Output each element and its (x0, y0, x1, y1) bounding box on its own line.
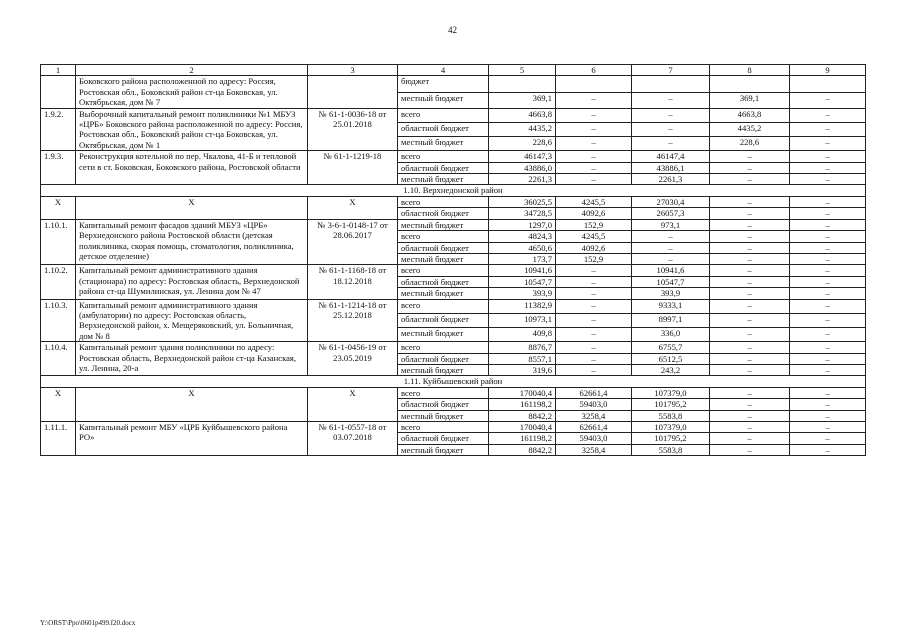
amount-col6: 152,9 (556, 219, 632, 230)
amount-col8: – (710, 387, 790, 398)
item-name: Капитальный ремонт здания поликлиники по адресу: Ростовская область, Верхнедонской район ст-ца Казанская, ул. Ленина, 20-а (76, 342, 308, 376)
amount-col9: – (790, 108, 866, 122)
column-number: 8 (710, 65, 790, 76)
funding-source: местный бюджет (398, 364, 489, 375)
funding-source: всего (398, 422, 489, 433)
item-name: Капитальный ремонт административного здания (стационара) по адресу: Ростовская область, Верхнедонской района ст-ца Шумилинская, ул. Ленина дом № 47 (76, 265, 308, 299)
amount-col9: – (790, 313, 866, 327)
amount-col7: 5583,8 (632, 410, 710, 421)
amount-col8: – (710, 174, 790, 185)
item-name: Боковского района расположенной по адресу: Россия, Ростовская обл., Боковский район ст-ца Боковская, ул. Октябрьская, дом № 7 (76, 76, 308, 108)
amount-col7: 973,1 (632, 219, 710, 230)
amount-col9: – (790, 196, 866, 207)
amount-col7: 46147,4 (632, 151, 710, 162)
amount-col8: – (710, 253, 790, 264)
table-body (41, 76, 866, 456)
amount-total: 46147,3 (489, 151, 556, 162)
funding-source: местный бюджет (398, 444, 489, 455)
amount-col8: 369,1 (710, 92, 790, 108)
item-number: 1.10.1. (41, 219, 76, 265)
funding-source: местный бюджет (398, 92, 489, 108)
section-header-row (41, 376, 866, 387)
amount-col7: 43886,1 (632, 162, 710, 173)
amount-col7: – (632, 108, 710, 122)
item-name: Реконструкция котельной по пер. Чкалова, 41-Б и тепловой сети в ст. Боковская, Боковского района, Ростовской области (76, 151, 308, 185)
amount-col8: – (710, 288, 790, 299)
column-number: 3 (308, 65, 398, 76)
amount-total: 11382,9 (489, 299, 556, 313)
amount-col7: 26057,3 (632, 208, 710, 219)
amount-col9: – (790, 364, 866, 375)
item-document: № 61-1-1219-18 (308, 151, 398, 185)
item-number: Х (41, 387, 76, 421)
amount-col6: – (556, 122, 632, 136)
column-number: 1 (41, 65, 76, 76)
amount-total: 409,8 (489, 327, 556, 341)
amount-col6: – (556, 162, 632, 173)
amount-col9: – (790, 174, 866, 185)
amount-col6: 4092,6 (556, 208, 632, 219)
amount-col8: – (710, 399, 790, 410)
amount-col6: 59403,0 (556, 433, 632, 444)
funding-source: местный бюджет (398, 253, 489, 264)
amount-col9: – (790, 219, 866, 230)
table-row (41, 342, 866, 353)
column-number: 9 (790, 65, 866, 76)
funding-source: всего (398, 299, 489, 313)
amount-col7: – (632, 231, 710, 242)
amount-col6: – (556, 276, 632, 287)
item-document: № 61-1-0557-18 от 03.07.2018 (308, 422, 398, 456)
amount-total: 228,6 (489, 137, 556, 151)
amount-col6: 3258,4 (556, 444, 632, 455)
amount-total: 170040,4 (489, 387, 556, 398)
amount-col7: 8997,1 (632, 313, 710, 327)
amount-total: 369,1 (489, 92, 556, 108)
section-title: 1.11. Куйбышевский район (41, 376, 866, 387)
funding-source: областной бюджет (398, 242, 489, 253)
amount-total: 1297,0 (489, 219, 556, 230)
table-row (41, 387, 866, 398)
amount-total: 43886,0 (489, 162, 556, 173)
amount-col8: – (710, 410, 790, 421)
item-document: Х (308, 196, 398, 219)
funding-source: всего (398, 196, 489, 207)
amount-total: 36025,5 (489, 196, 556, 207)
amount-col7: – (632, 92, 710, 108)
funding-source: местный бюджет (398, 410, 489, 421)
amount-col9: – (790, 444, 866, 455)
amount-col9 (790, 76, 866, 92)
amount-col7: 101795,2 (632, 399, 710, 410)
table-row (41, 422, 866, 433)
item-document (308, 76, 398, 108)
funding-source: областной бюджет (398, 433, 489, 444)
item-number: 1.10.3. (41, 299, 76, 342)
amount-total: 8876,7 (489, 342, 556, 353)
amount-col6: – (556, 265, 632, 276)
amount-col6: – (556, 151, 632, 162)
amount-col9: – (790, 231, 866, 242)
amount-col8 (710, 76, 790, 92)
amount-col7: – (632, 137, 710, 151)
amount-col8: – (710, 364, 790, 375)
item-number: 1.10.4. (41, 342, 76, 376)
funding-source: местный бюджет (398, 137, 489, 151)
amount-col8: 4663,8 (710, 108, 790, 122)
amount-col7: 10941,6 (632, 265, 710, 276)
table-row (41, 219, 866, 230)
amount-col6: – (556, 108, 632, 122)
amount-col8: – (710, 342, 790, 353)
amount-col7: 27030,4 (632, 196, 710, 207)
amount-col7: – (632, 242, 710, 253)
funding-source: местный бюджет (398, 174, 489, 185)
table-row (41, 108, 866, 122)
funding-source: областной бюджет (398, 208, 489, 219)
amount-col7: 5583,8 (632, 444, 710, 455)
amount-col9: – (790, 342, 866, 353)
amount-total: 10973,1 (489, 313, 556, 327)
amount-col8: – (710, 276, 790, 287)
amount-col8: – (710, 242, 790, 253)
amount-col9: – (790, 276, 866, 287)
amount-col6: – (556, 342, 632, 353)
column-number: 6 (556, 65, 632, 76)
amount-col8: – (710, 444, 790, 455)
amount-col6: – (556, 92, 632, 108)
amount-total: 4824,3 (489, 231, 556, 242)
amount-col7: 10547,7 (632, 276, 710, 287)
amount-col6: 62661,4 (556, 422, 632, 433)
amount-col6: – (556, 353, 632, 364)
amount-col6: 3258,4 (556, 410, 632, 421)
table-row (41, 196, 866, 207)
item-number: Х (41, 196, 76, 219)
funding-source: областной бюджет (398, 122, 489, 136)
amount-col8: 4435,2 (710, 122, 790, 136)
amount-col8: – (710, 162, 790, 173)
amount-col7 (632, 76, 710, 92)
amount-total: 8842,2 (489, 410, 556, 421)
amount-col6: 62661,4 (556, 387, 632, 398)
amount-col8: – (710, 151, 790, 162)
funding-source: всего (398, 387, 489, 398)
item-document: Х (308, 387, 398, 421)
amount-col6: – (556, 288, 632, 299)
funding-source: местный бюджет (398, 219, 489, 230)
amount-total: 173,7 (489, 253, 556, 264)
amount-total: 2261,3 (489, 174, 556, 185)
amount-col6: 4245,5 (556, 196, 632, 207)
amount-col9: – (790, 288, 866, 299)
amount-col9: – (790, 353, 866, 364)
table-row (41, 265, 866, 276)
amount-col8: 228,6 (710, 137, 790, 151)
funding-source: местный бюджет (398, 288, 489, 299)
funding-source: областной бюджет (398, 162, 489, 173)
funding-source: местный бюджет (398, 327, 489, 341)
amount-col7: 101795,2 (632, 433, 710, 444)
amount-col9: – (790, 137, 866, 151)
item-name: Выборочный капитальный ремонт поликлиники №1 МБУЗ «ЦРБ» Боковского района расположенной по адресу: Россия, Ростовская обл., Боковский район ст-ца Боковская, ул. Октябрьская, дом № 1 (76, 108, 308, 151)
amount-col7: 336,0 (632, 327, 710, 341)
item-document: № 61-1-1168-18 от 18.12.2018 (308, 265, 398, 299)
item-number: 1.10.2. (41, 265, 76, 299)
amount-col6: 152,9 (556, 253, 632, 264)
item-name: Х (76, 387, 308, 421)
amount-col9: – (790, 387, 866, 398)
page-number: 42 (448, 25, 457, 35)
item-number: 1.9.3. (41, 151, 76, 185)
amount-col9: – (790, 92, 866, 108)
section-title: 1.10. Верхнедонской район (41, 185, 866, 196)
table-row (41, 76, 866, 92)
amount-col8: – (710, 299, 790, 313)
amount-col6: 4245,5 (556, 231, 632, 242)
amount-total: 161198,2 (489, 399, 556, 410)
amount-col9: – (790, 253, 866, 264)
amount-col8: – (710, 327, 790, 341)
amount-col8: – (710, 208, 790, 219)
amount-col6: – (556, 327, 632, 341)
amount-col7: – (632, 253, 710, 264)
amount-total: 8842,2 (489, 444, 556, 455)
item-name: Капитальный ремонт фасадов зданий МБУЗ «ЦРБ» Верхнедонского района Ростовской области (детская поликлиника, скорая помощь, стоматология, поликлиника, детское отделение) (76, 219, 308, 265)
funding-source: областной бюджет (398, 353, 489, 364)
section-header-row (41, 185, 866, 196)
amount-total: 161198,2 (489, 433, 556, 444)
funding-source: всего (398, 108, 489, 122)
funding-source: всего (398, 151, 489, 162)
amount-total: 319,6 (489, 364, 556, 375)
amount-col7: 6755,7 (632, 342, 710, 353)
table-row (41, 299, 866, 313)
amount-col7: 2261,3 (632, 174, 710, 185)
item-document: № 61-1-1214-18 от 25.12.2018 (308, 299, 398, 342)
amount-col9: – (790, 410, 866, 421)
amount-col6: 4092,6 (556, 242, 632, 253)
item-name: Капитальный ремонт административного здания (амбулатории) по адресу: Ростовская область, Верхнедонской район, х. Мещеряковский, ул. Больничная, дом № 8 (76, 299, 308, 342)
column-number: 7 (632, 65, 710, 76)
amount-col7: 107379,0 (632, 387, 710, 398)
amount-total: 8557,1 (489, 353, 556, 364)
funding-source: всего (398, 265, 489, 276)
amount-total: 4663,8 (489, 108, 556, 122)
item-name: Х (76, 196, 308, 219)
amount-col9: – (790, 327, 866, 341)
amount-total: 4650,6 (489, 242, 556, 253)
amount-col9: – (790, 422, 866, 433)
amount-col8: – (710, 353, 790, 364)
item-document: № 61-1-0036-18 от 25.01.2018 (308, 108, 398, 151)
item-number: 1.11.1. (41, 422, 76, 456)
amount-col8: – (710, 422, 790, 433)
table-row (41, 151, 866, 162)
column-number: 5 (489, 65, 556, 76)
item-document: № 61-1-0456-19 от 23.05.2019 (308, 342, 398, 376)
amount-col6 (556, 76, 632, 92)
amount-col9: – (790, 265, 866, 276)
amount-col8: – (710, 196, 790, 207)
amount-col7: – (632, 122, 710, 136)
budget-table (40, 64, 866, 456)
amount-total: 393,9 (489, 288, 556, 299)
amount-col6: – (556, 299, 632, 313)
column-number: 4 (398, 65, 489, 76)
amount-total: 10547,7 (489, 276, 556, 287)
column-number: 2 (76, 65, 308, 76)
amount-col6: – (556, 364, 632, 375)
amount-col8: – (710, 265, 790, 276)
amount-col7: 107379,0 (632, 422, 710, 433)
item-document: № 3-6-1-0148-17 от 28.06.2017 (308, 219, 398, 265)
amount-col8: – (710, 433, 790, 444)
amount-total (489, 76, 556, 92)
amount-col8: – (710, 313, 790, 327)
amount-total: 4435,2 (489, 122, 556, 136)
column-number-row (41, 65, 866, 76)
amount-col9: – (790, 433, 866, 444)
amount-col6: – (556, 174, 632, 185)
amount-col6: – (556, 313, 632, 327)
funding-source: областной бюджет (398, 313, 489, 327)
amount-col9: – (790, 162, 866, 173)
item-number: 1.9.2. (41, 108, 76, 151)
amount-col7: 9333,1 (632, 299, 710, 313)
amount-col9: – (790, 151, 866, 162)
amount-col9: – (790, 299, 866, 313)
funding-source: областной бюджет (398, 399, 489, 410)
funding-source: бюджет (398, 76, 489, 92)
funding-source: всего (398, 342, 489, 353)
amount-col6: – (556, 137, 632, 151)
amount-col7: 6512,5 (632, 353, 710, 364)
amount-col6: 59403,0 (556, 399, 632, 410)
amount-total: 170040,4 (489, 422, 556, 433)
amount-col9: – (790, 242, 866, 253)
amount-col9: – (790, 399, 866, 410)
item-name: Капитальный ремонт МБУ «ЦРБ Куйбышевского района РО» (76, 422, 308, 456)
amount-col8: – (710, 231, 790, 242)
amount-col7: 243,2 (632, 364, 710, 375)
funding-source: областной бюджет (398, 276, 489, 287)
funding-source: всего (398, 231, 489, 242)
amount-col9: – (790, 122, 866, 136)
amount-total: 10941,6 (489, 265, 556, 276)
footer-file-path: Y:\ORST\Ppo\0601p499.f20.docx (40, 619, 136, 627)
amount-col7: 393,9 (632, 288, 710, 299)
amount-total: 34728,5 (489, 208, 556, 219)
amount-col9: – (790, 208, 866, 219)
item-number (41, 76, 76, 108)
amount-col8: – (710, 219, 790, 230)
